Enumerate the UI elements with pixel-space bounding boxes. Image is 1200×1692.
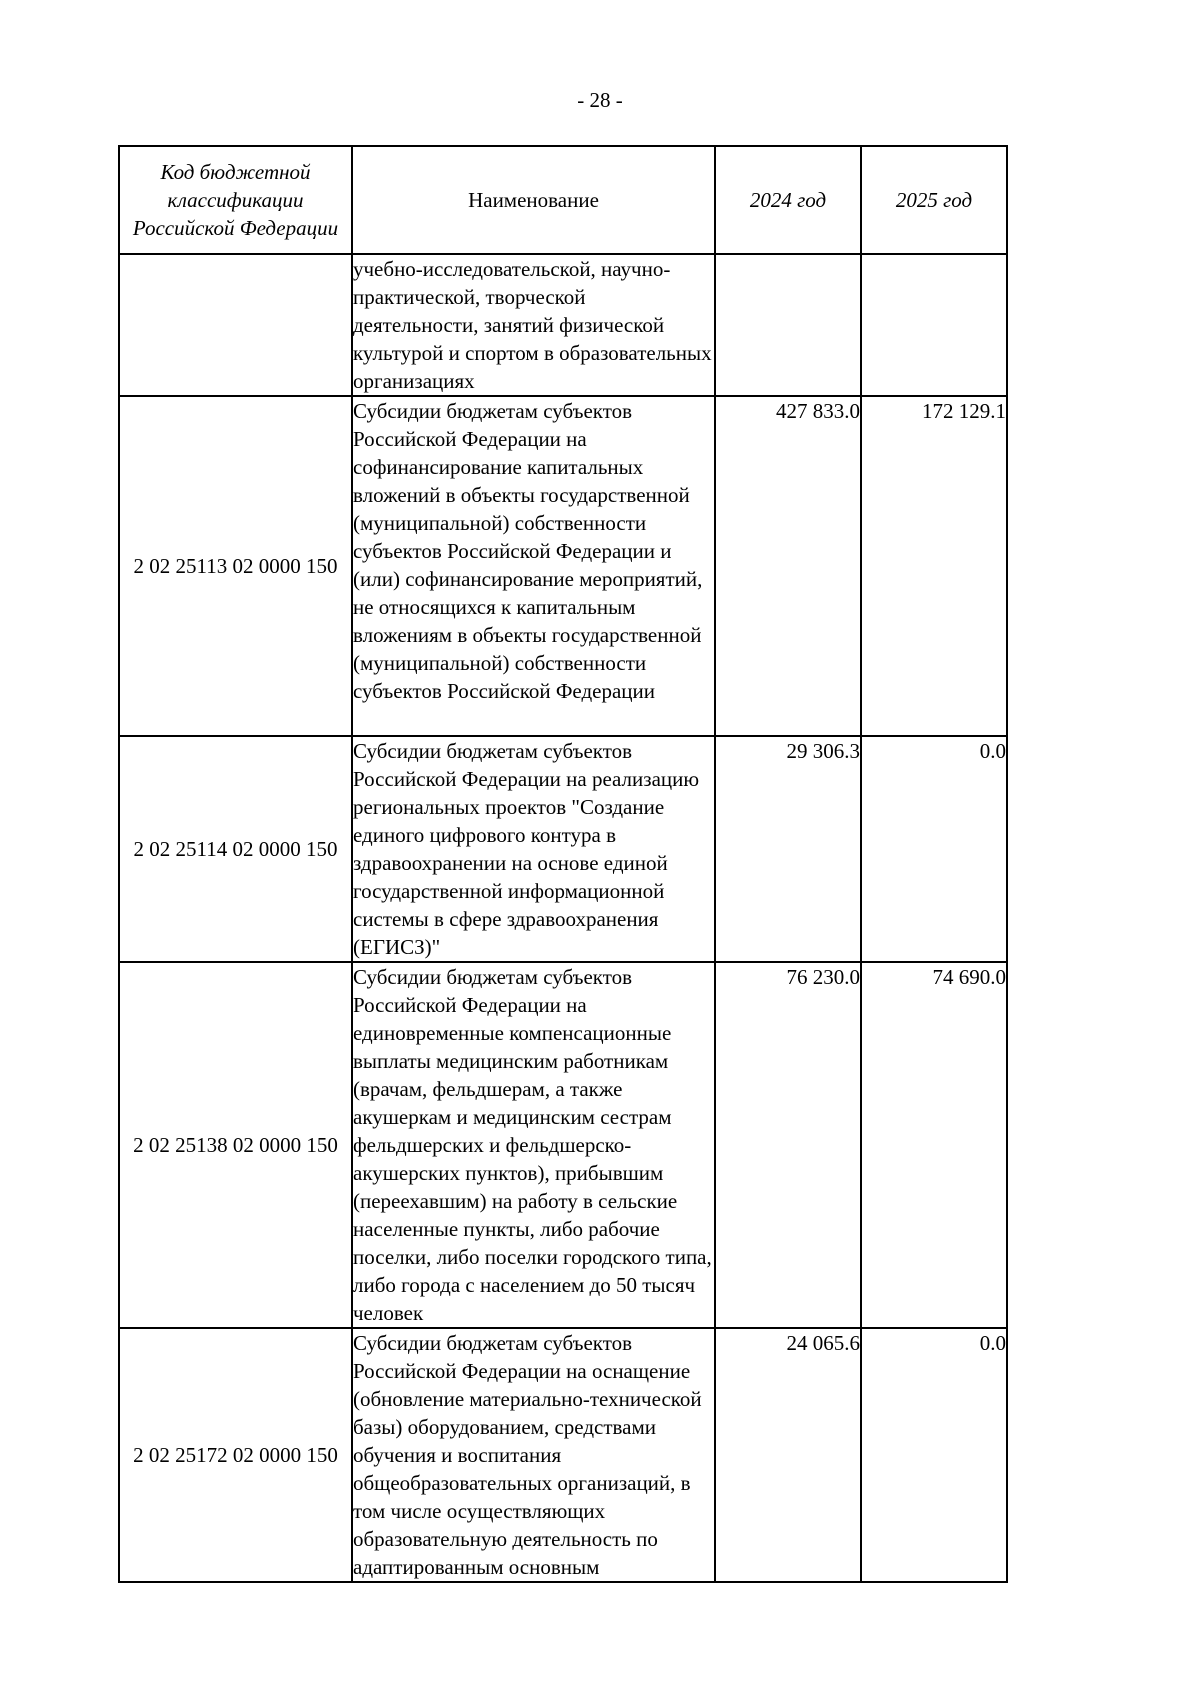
row-code: 2 02 25113 02 0000 150 [119, 396, 352, 736]
table-row [119, 962, 1007, 1328]
row-2025-value: 74 690.0 [861, 962, 1007, 1328]
row-2024-value: 29 306.3 [715, 736, 861, 962]
row-code: 2 02 25138 02 0000 150 [119, 962, 352, 1328]
row-code: 2 02 25172 02 0000 150 [119, 1328, 352, 1582]
row-2025-value [861, 254, 1007, 396]
table-row [119, 736, 1007, 962]
row-2024-value [715, 254, 861, 396]
header-name: Наименование [352, 146, 715, 254]
row-2024-value: 76 230.0 [715, 962, 861, 1328]
table-row [119, 254, 1007, 396]
row-code [119, 254, 352, 396]
table-header-row [119, 146, 1007, 254]
row-2024-value: 427 833.0 [715, 396, 861, 736]
row-name: учебно-исследовательской, научно-практической, творческой деятельности, занятий физической культурой и спортом в образовательных организациях [352, 254, 715, 396]
row-2025-value: 0.0 [861, 736, 1007, 962]
page-number: - 28 - [577, 88, 623, 112]
row-name: Субсидии бюджетам субъектов Российской Федерации на софинансирование капитальных вложений в объекты государственной (муниципальной) собственности субъектов Российской Федерации и (или) софинансирование мероприятий, не относящихся к капитальным вложениям в объекты государственной (муниципальной) собственности субъектов Российской Федерации [352, 396, 715, 736]
row-code: 2 02 25114 02 0000 150 [119, 736, 352, 962]
header-code: Код бюджетной классификации Российской Федерации [119, 146, 352, 254]
row-2024-value: 24 065.6 [715, 1328, 861, 1582]
header-2025: 2025 год [861, 146, 1007, 254]
row-name: Субсидии бюджетам субъектов Российской Федерации на оснащение (обновление материально-технической базы) оборудованием, средствами обучения и воспитания общеобразовательных организаций, в том числе осуществляющих образовательную деятельность по адаптированным основным [352, 1328, 715, 1582]
row-2025-value: 0.0 [861, 1328, 1007, 1582]
row-2025-value: 172 129.1 [861, 396, 1007, 736]
row-name: Субсидии бюджетам субъектов Российской Федерации на реализацию региональных проектов "Создание единого цифрового контура в здравоохранении на основе единой государственной информационной системы в сфере здравоохранения (ЕГИСЗ)" [352, 736, 715, 962]
header-2024: 2024 год [715, 146, 861, 254]
row-name: Субсидии бюджетам субъектов Российской Федерации на единовременные компенсационные выплаты медицинским работникам (врачам, фельдшерам, а также акушеркам и медицинским сестрам фельдшерских и фельдшерско-акушерских пунктов), прибывшим (переехавшим) на работу в сельские населенные пункты, либо рабочие поселки, либо поселки городского типа, либо города с населением до 50 тысяч человек [352, 962, 715, 1328]
budget-table [118, 145, 1008, 1583]
table-row [119, 1328, 1007, 1582]
table-row [119, 396, 1007, 736]
